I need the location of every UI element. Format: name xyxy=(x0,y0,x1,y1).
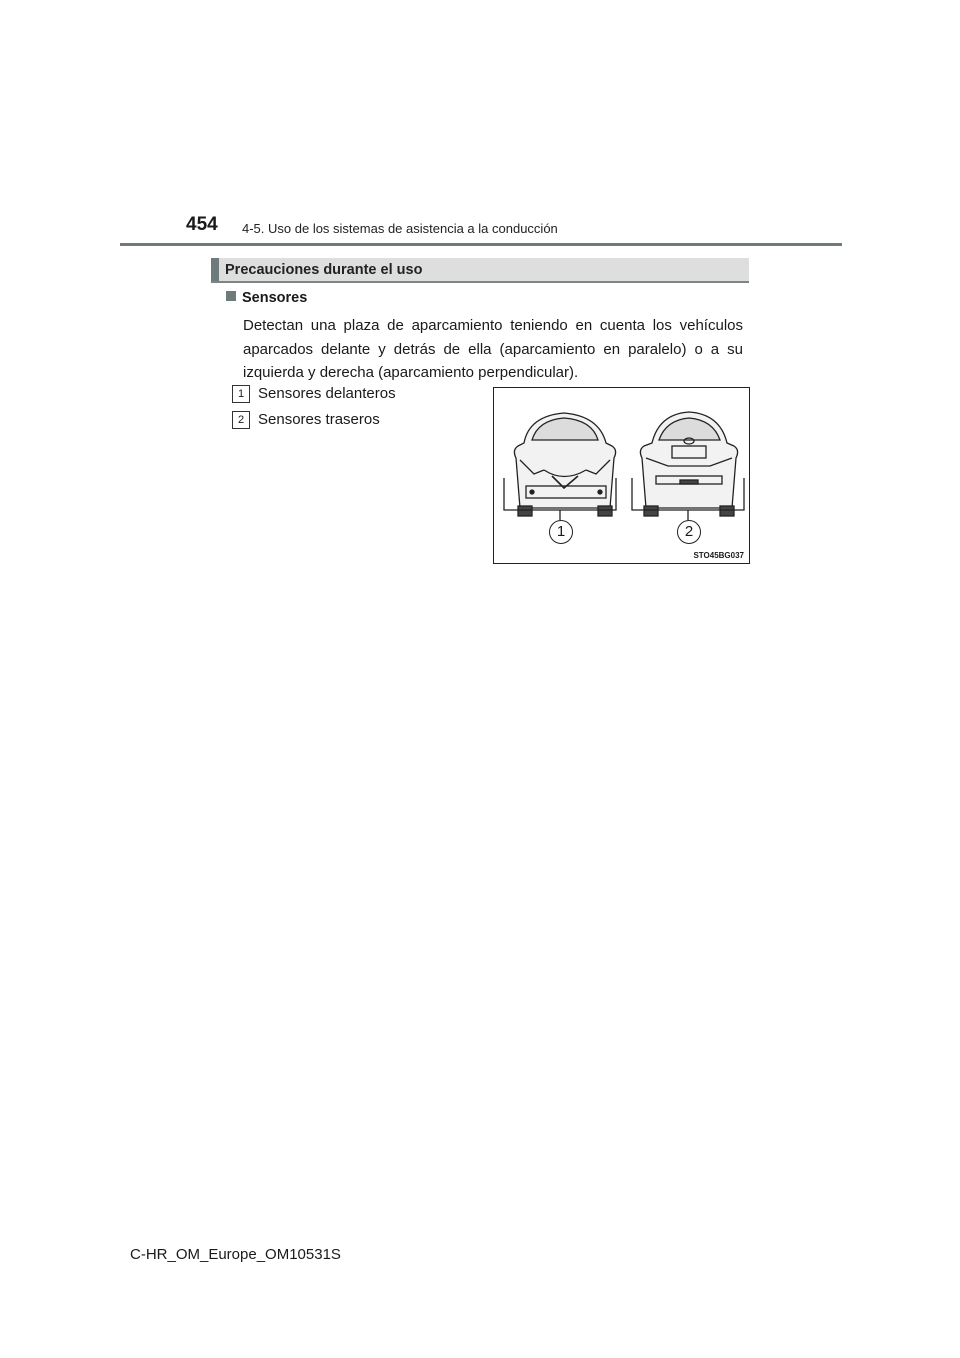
description-paragraph: Detectan una plaza de aparcamiento teniendo en cuenta los vehículos aparcados delante y detrás de ella (aparcamiento en paralelo) o a su izquierda y derecha (aparcamiento perpendicular). xyxy=(243,317,743,381)
footer-doc-id: C-HR_OM_Europe_OM10531S xyxy=(130,1246,341,1263)
rear-car-icon xyxy=(640,412,737,516)
legend-label: Sensores delanteros xyxy=(258,385,396,402)
front-car-icon xyxy=(514,413,615,516)
legend-label: Sensores traseros xyxy=(258,411,380,428)
figure-code: STO45BG037 xyxy=(693,551,744,560)
number-1-icon: 1 xyxy=(232,385,250,403)
subheading-sensores xyxy=(226,290,307,306)
section-accent xyxy=(211,258,219,281)
subheading-text: Sensores xyxy=(242,290,308,306)
section-header xyxy=(211,258,749,283)
chapter-title: 4-5. Uso de los sistemas de asistencia a la conducción xyxy=(242,221,558,236)
sensor-illustration xyxy=(493,387,750,564)
callout-2: 2 xyxy=(677,520,701,544)
page-number: 454 xyxy=(186,214,218,235)
car-drawings xyxy=(494,388,749,563)
legend-item-front xyxy=(232,385,396,403)
section-title: Precauciones durante el uso xyxy=(225,262,423,278)
header-rule xyxy=(120,243,842,246)
callout-1: 1 xyxy=(549,520,573,544)
number-2-icon: 2 xyxy=(232,411,250,429)
square-bullet-icon xyxy=(226,291,236,301)
legend-item-rear xyxy=(232,411,380,429)
